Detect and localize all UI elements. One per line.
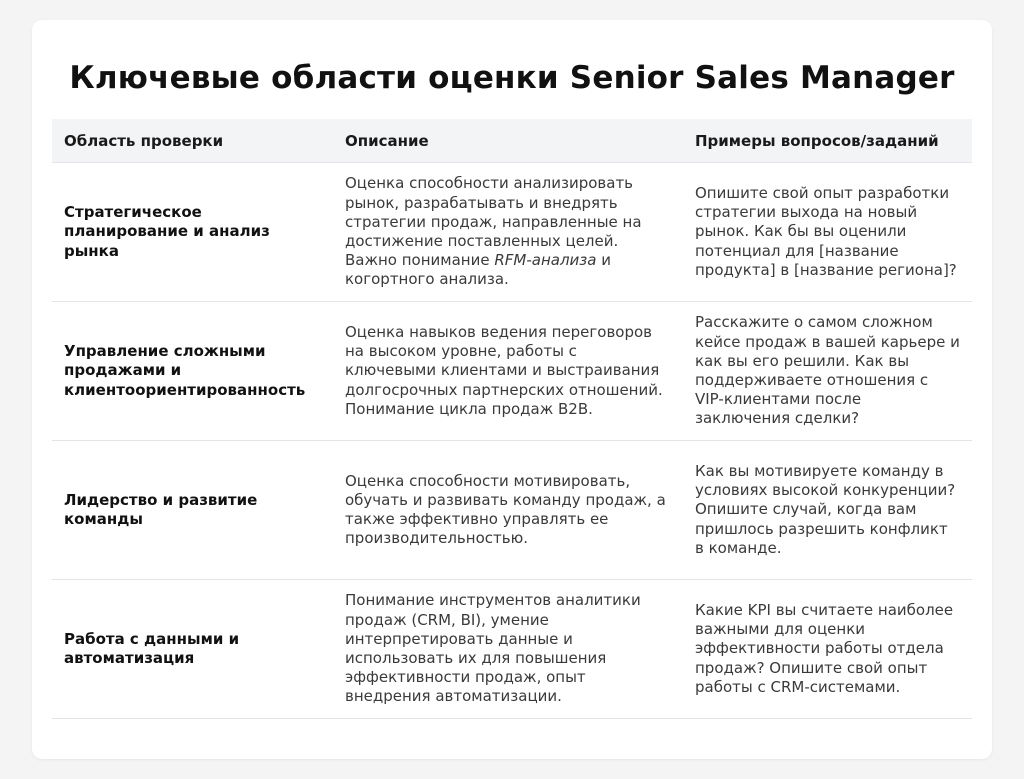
description-text: Оценка способности анализировать рынок, разрабатывать и внедрять стратегии продаж, направленные на достижение поставленных целей. Важно понимание: [345, 174, 642, 270]
content-card: [32, 20, 992, 759]
description-text-end: и когортного анализа.: [345, 251, 611, 289]
table-row: [52, 302, 972, 441]
description-emphasis: RFM-анализа: [494, 251, 597, 270]
assessment-table: [52, 119, 972, 719]
examples-cell: Какие KPI вы считаете наиболее важными для оценки эффективности работы отдела продаж? Опишите свой опыт работы с CRM-системами.: [683, 580, 972, 719]
description-cell: Понимание инструментов аналитики продаж (CRM, BI), умение интерпретировать данные и использовать их для повышения эффективности продаж, опыт внедрения автоматизации.: [333, 580, 683, 719]
header-area: Область проверки: [52, 119, 333, 163]
description-cell: [333, 163, 683, 302]
examples-cell: Расскажите о самом сложном кейсе продаж в вашей карьере и как вы его решили. Как вы поддерживаете отношения с VIP-клиентами после заключения сделки?: [683, 302, 972, 441]
area-cell: Стратегическое планирование и анализ рынка: [52, 163, 333, 302]
table-row: [52, 441, 972, 580]
description-cell: Оценка способности мотивировать, обучать и развивать команду продаж, а также эффективно управлять ее производительностью.: [333, 441, 683, 580]
table-row: [52, 163, 972, 302]
area-cell: Управление сложными продажами и клиентоориентированность: [52, 302, 333, 441]
area-cell: Работа с данными и автоматизация: [52, 580, 333, 719]
header-description: Описание: [333, 119, 683, 163]
description-cell: Оценка навыков ведения переговоров на высоком уровне, работы с ключевыми клиентами и выстраивания долгосрочных партнерских отношений. Понимание цикла продаж B2B.: [333, 302, 683, 441]
table-header: [52, 119, 972, 163]
examples-cell: Опишите свой опыт разработки стратегии выхода на новый рынок. Как бы вы оценили потенциал для [название продукта] в [название региона]?: [683, 163, 972, 302]
area-cell: Лидерство и развитие команды: [52, 441, 333, 580]
table-body: [52, 163, 972, 719]
examples-cell: Как вы мотивируете команду в условиях высокой конкуренции? Опишите случай, когда вам пришлось разрешить конфликт в команде.: [683, 441, 972, 580]
header-examples: Примеры вопросов/заданий: [683, 119, 972, 163]
table-row: [52, 580, 972, 719]
header-row: [52, 119, 972, 163]
page-title: Ключевые области оценки Senior Sales Manager: [69, 60, 955, 96]
